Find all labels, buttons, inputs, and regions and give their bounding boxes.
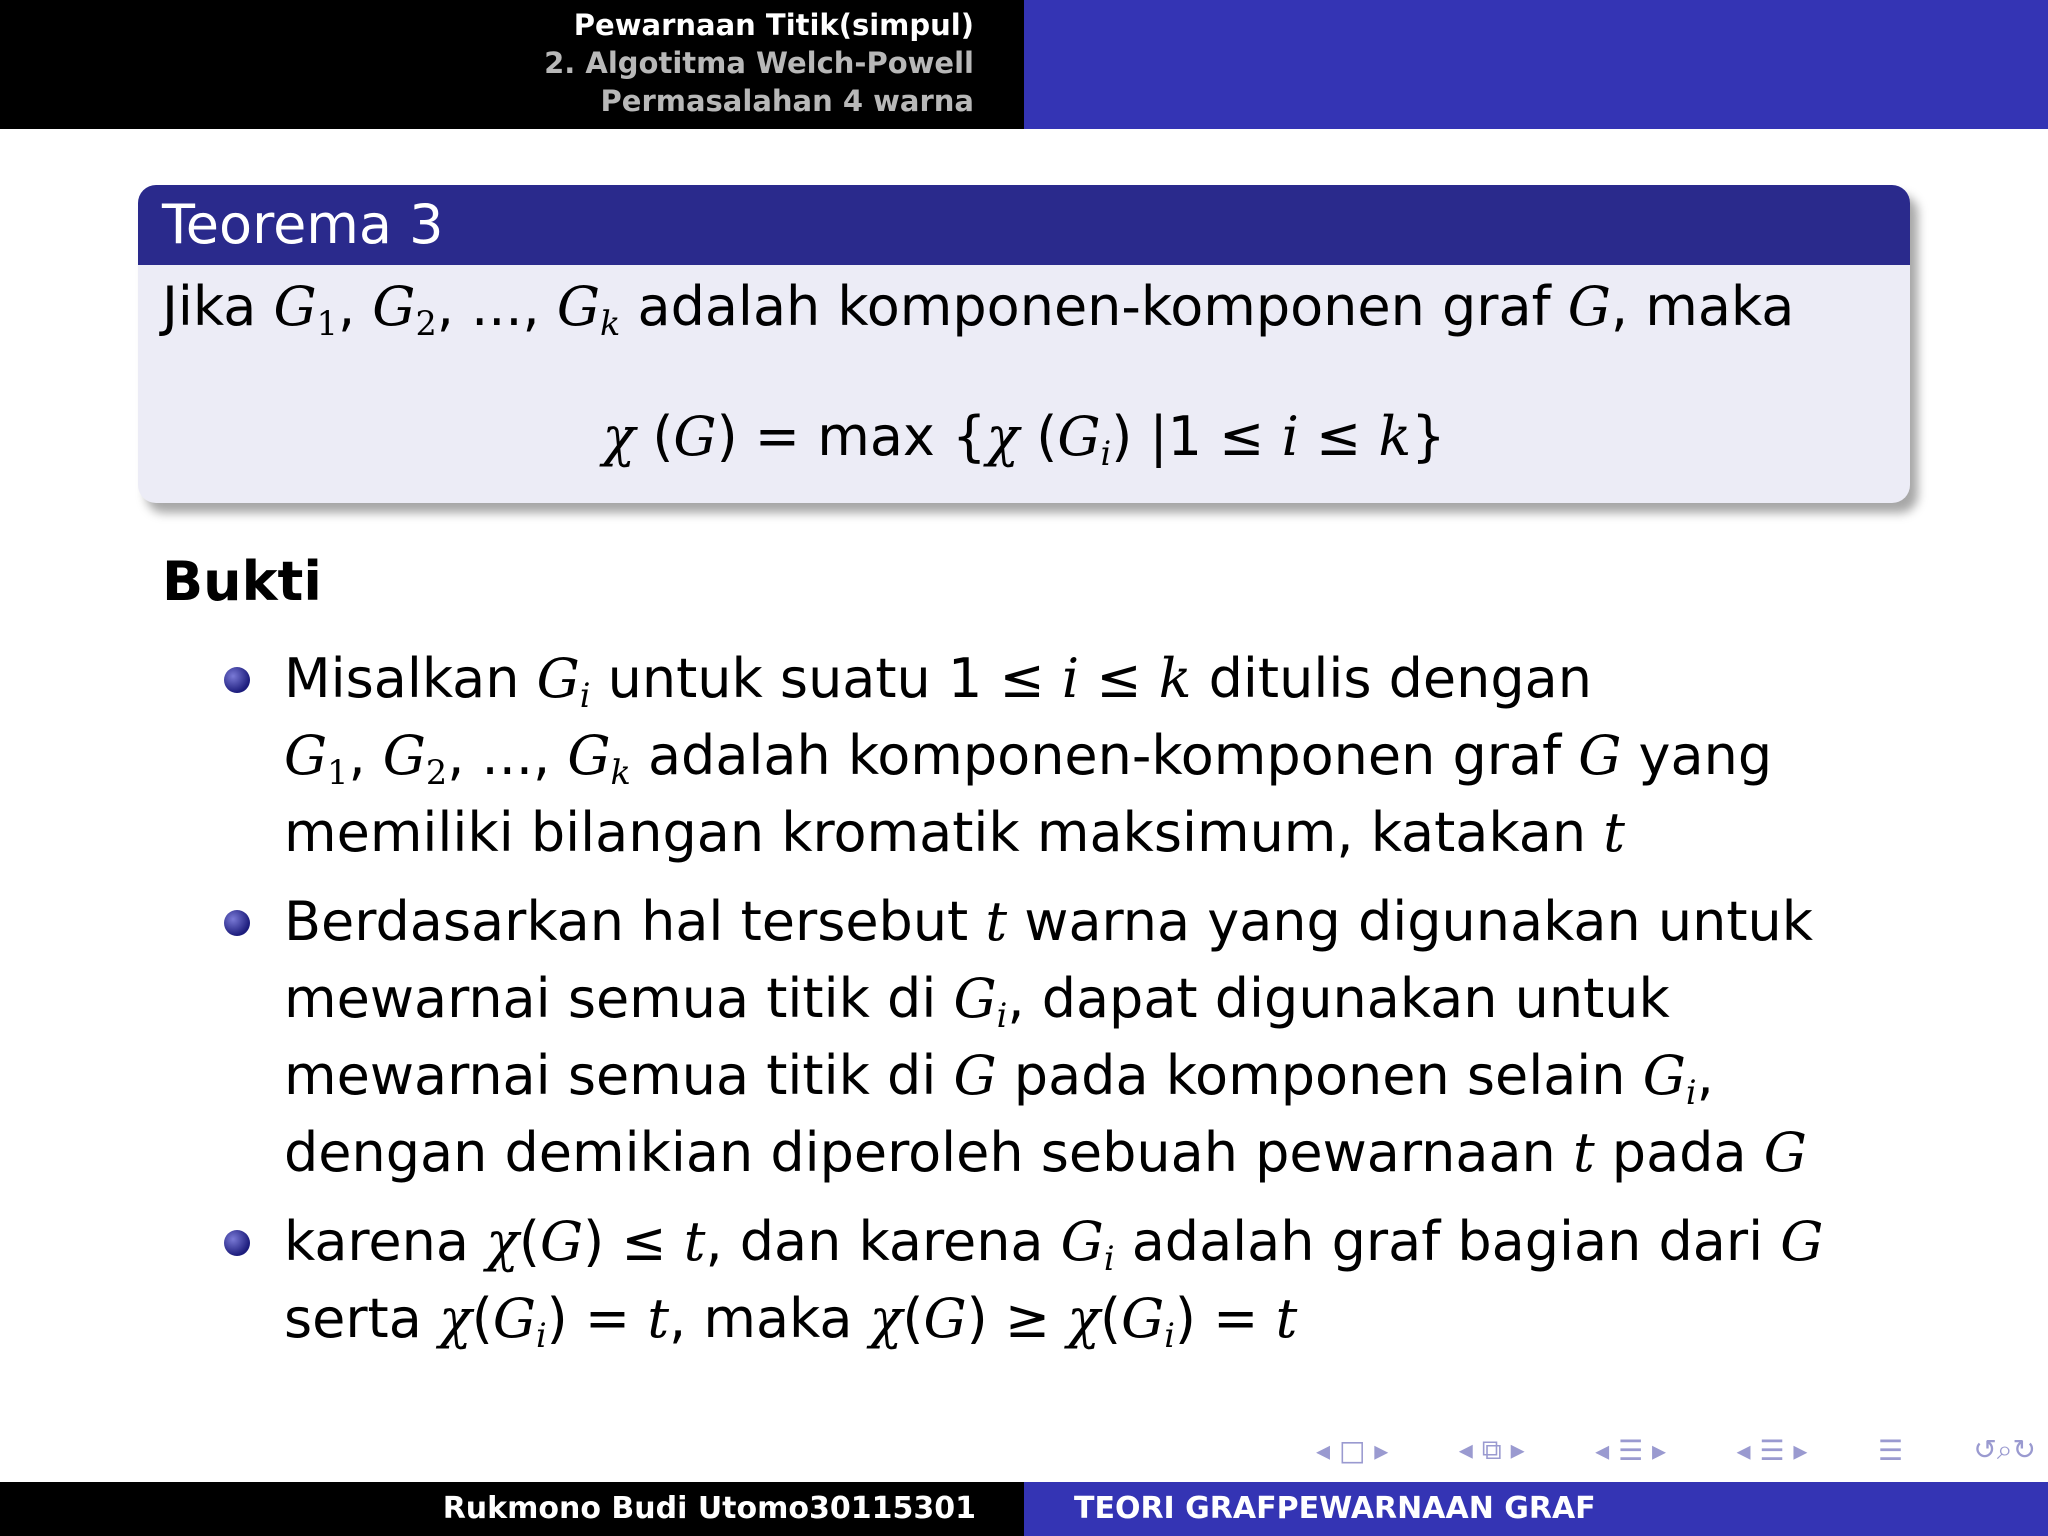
- theorem-title: Teorema 3: [138, 185, 1910, 265]
- header-section[interactable]: Pewarnaan Titik(simpul): [573, 8, 974, 42]
- section-nav-icon[interactable]: ◂ ☰ ▸: [1595, 1433, 1667, 1467]
- header-left-panel: [0, 0, 1024, 129]
- frame-nav-icon[interactable]: ◂ □ ▸: [1316, 1433, 1389, 1467]
- list-item: karena χ(G) ≤ t, dan karena $G_i$ adalah graf bagian dari G serta $\chi(G_i) = t$, maka $\chi(G) \ge \chi(G_i) = t$: [220, 1203, 1900, 1357]
- theorem-statement: Jika $G_1$, $G_2$, ..., $G_k$ adalah komponen-komponen graf G, maka: [162, 275, 1795, 344]
- subsection-nav-icon[interactable]: ◂ ⧉ ▸: [1458, 1433, 1525, 1466]
- bullet-icon: [224, 910, 250, 936]
- footer-author: Rukmono Budi Utomo30115301: [0, 1482, 1024, 1536]
- header-right-panel: [1024, 0, 2048, 129]
- bullet-icon: [224, 667, 250, 693]
- menu-icon[interactable]: ☰: [1877, 1433, 1903, 1467]
- theorem-formula: χ (G) = max {χ $(G_i) |1 \le i \le k$}: [602, 405, 1446, 474]
- header-navigation: [544, 6, 974, 120]
- slide-header: [0, 0, 2048, 129]
- bullet-icon: [224, 1230, 250, 1256]
- proof-list: [220, 640, 1900, 1369]
- theorem-body: [138, 265, 1910, 503]
- search-icon[interactable]: ↺⌕↻: [1973, 1433, 2036, 1466]
- beamer-navigation: [1316, 1432, 2036, 1468]
- list-item: Misalkan $G_i$ untuk suatu 1 ≤ i ≤ k ditulis dengan $G_1$, $G_2$, ..., $G_k$ adalah komponen-komponen graf G yang memiliki bilangan kromatik maksimum, katakan t: [220, 640, 1900, 871]
- proof-heading: Bukti: [162, 550, 322, 613]
- header-subsection[interactable]: 2. Algotitma Welch-Powell: [544, 46, 974, 80]
- subsubsection-nav-icon[interactable]: ◂ ☰ ▸: [1736, 1433, 1808, 1467]
- header-subsubsection[interactable]: Permasalahan 4 warna: [600, 84, 974, 118]
- theorem-block: [138, 185, 1910, 503]
- footer-title: TEORI GRAFPEWARNAAN GRAF: [1024, 1482, 2048, 1536]
- slide-footer: [0, 1482, 2048, 1536]
- list-item: Berdasarkan hal tersebut t warna yang digunakan untuk mewarnai semua titik di $G_i$, dapat digunakan untuk mewarnai semua titik di G pada komponen selain $G_i$, dengan demikian diperoleh sebuah pewarnaan t pada G: [220, 883, 1900, 1191]
